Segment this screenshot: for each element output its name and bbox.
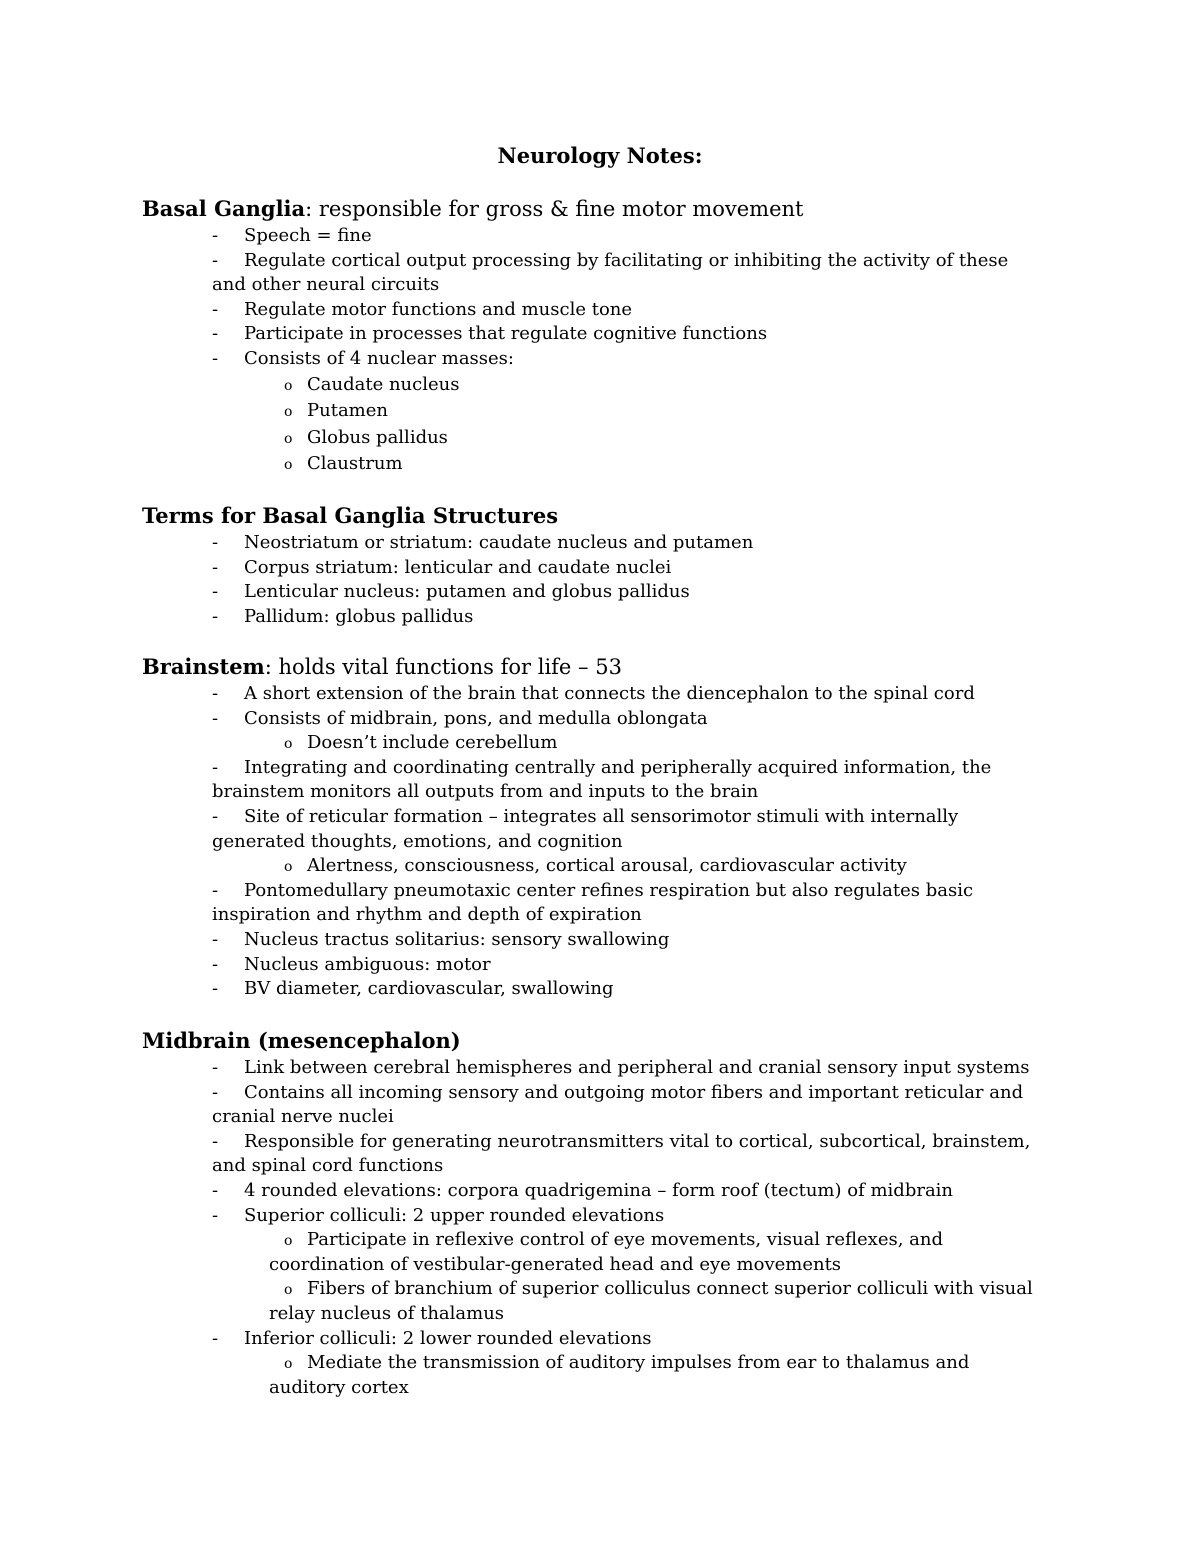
list-item: - Pallidum: globus pallidus bbox=[212, 605, 474, 627]
list-item-continuation: brainstem monitors all outputs from and inputs to the brain bbox=[212, 781, 759, 803]
sub-list-item: o Globus pallidus bbox=[284, 426, 448, 448]
sub-list-item-continuation: coordination of vestibular-generated head and eye movements bbox=[269, 1253, 842, 1275]
section-midbrain bbox=[142, 1027, 1092, 1400]
sub-list-item: o Doesn’t include cerebellum bbox=[284, 732, 558, 754]
section-heading: Brainstem: holds vital functions for life – 53 bbox=[142, 654, 622, 679]
list-item: - BV diameter, cardiovascular, swallowing bbox=[212, 978, 614, 1000]
list-item: - Integrating and coordinating centrally and peripherally acquired information, the bbox=[212, 756, 992, 778]
list-item-continuation: generated thoughts, emotions, and cognition bbox=[212, 830, 623, 852]
list-item-continuation: and spinal cord functions bbox=[212, 1155, 444, 1177]
list-item: - Pontomedullary pneumotaxic center refines respiration but also regulates basic bbox=[212, 879, 974, 901]
section-heading: Midbrain (mesencephalon) bbox=[142, 1028, 461, 1053]
list-item: - Speech = fine bbox=[212, 225, 372, 246]
list-item: - Consists of 4 nuclear masses: bbox=[212, 347, 514, 369]
list-item: - Participate in processes that regulate cognitive functions bbox=[212, 323, 768, 345]
sub-list-item-continuation: relay nucleus of thalamus bbox=[269, 1302, 505, 1324]
list-item: - Neostriatum or striatum: caudate nucleus and putamen bbox=[212, 532, 754, 553]
section-heading: Basal Ganglia: responsible for gross & fine motor movement bbox=[142, 196, 804, 221]
list-item: - Site of reticular formation – integrates all sensorimotor stimuli with internally bbox=[212, 805, 959, 827]
sub-list-item: o Putamen bbox=[284, 400, 388, 422]
sub-list-item: o Participate in reflexive control of eye movements, visual reflexes, and bbox=[284, 1229, 944, 1251]
list-item-continuation: and other neural circuits bbox=[212, 274, 440, 296]
list-item: - Contains all incoming sensory and outgoing motor fibers and important reticular and bbox=[212, 1081, 1024, 1103]
sub-list-item: o Caudate nucleus bbox=[284, 373, 460, 395]
page-title: Neurology Notes: bbox=[497, 143, 703, 168]
list-item: - Inferior colliculi: 2 lower rounded elevations bbox=[212, 1327, 652, 1349]
list-item: - A short extension of the brain that connects the diencephalon to the spinal cord bbox=[212, 683, 975, 704]
list-item: - 4 rounded elevations: corpora quadrigemina – form roof (tectum) of midbrain bbox=[212, 1179, 954, 1201]
list-item: - Regulate motor functions and muscle tone bbox=[212, 298, 633, 320]
sub-list-item: o Claustrum bbox=[284, 453, 403, 475]
list-item: - Consists of midbrain, pons, and medulla oblongata bbox=[212, 707, 708, 729]
section-terms bbox=[142, 502, 1092, 629]
list-item: - Regulate cortical output processing by facilitating or inhibiting the activity of these bbox=[212, 249, 1009, 271]
list-item: - Lenticular nucleus: putamen and globus pallidus bbox=[212, 581, 690, 603]
list-item: - Nucleus ambiguous: motor bbox=[212, 953, 491, 975]
section-heading: Terms for Basal Ganglia Structures bbox=[142, 503, 559, 528]
list-item-continuation: inspiration and rhythm and depth of expiration bbox=[212, 904, 642, 926]
list-item: - Nucleus tractus solitarius: sensory swallowing bbox=[212, 928, 670, 950]
list-item-continuation: cranial nerve nuclei bbox=[212, 1106, 394, 1128]
section-basal-ganglia bbox=[142, 195, 1092, 477]
sub-list-item: o Fibers of branchium of superior colliculus connect superior colliculi with visual bbox=[284, 1278, 1033, 1300]
sub-list-item: o Mediate the transmission of auditory impulses from ear to thalamus and bbox=[284, 1352, 970, 1374]
list-item: - Superior colliculi: 2 upper rounded elevations bbox=[212, 1204, 665, 1226]
sub-list-item: o Alertness, consciousness, cortical arousal, cardiovascular activity bbox=[284, 855, 907, 877]
sub-list-item-continuation: auditory cortex bbox=[269, 1376, 409, 1398]
list-item: - Link between cerebral hemispheres and peripheral and cranial sensory input systems bbox=[212, 1057, 1030, 1078]
section-brainstem bbox=[142, 653, 1092, 1002]
list-item: - Corpus striatum: lenticular and caudate nuclei bbox=[212, 556, 672, 578]
list-item: - Responsible for generating neurotransmitters vital to cortical, subcortical, brainstem, bbox=[212, 1130, 1031, 1152]
